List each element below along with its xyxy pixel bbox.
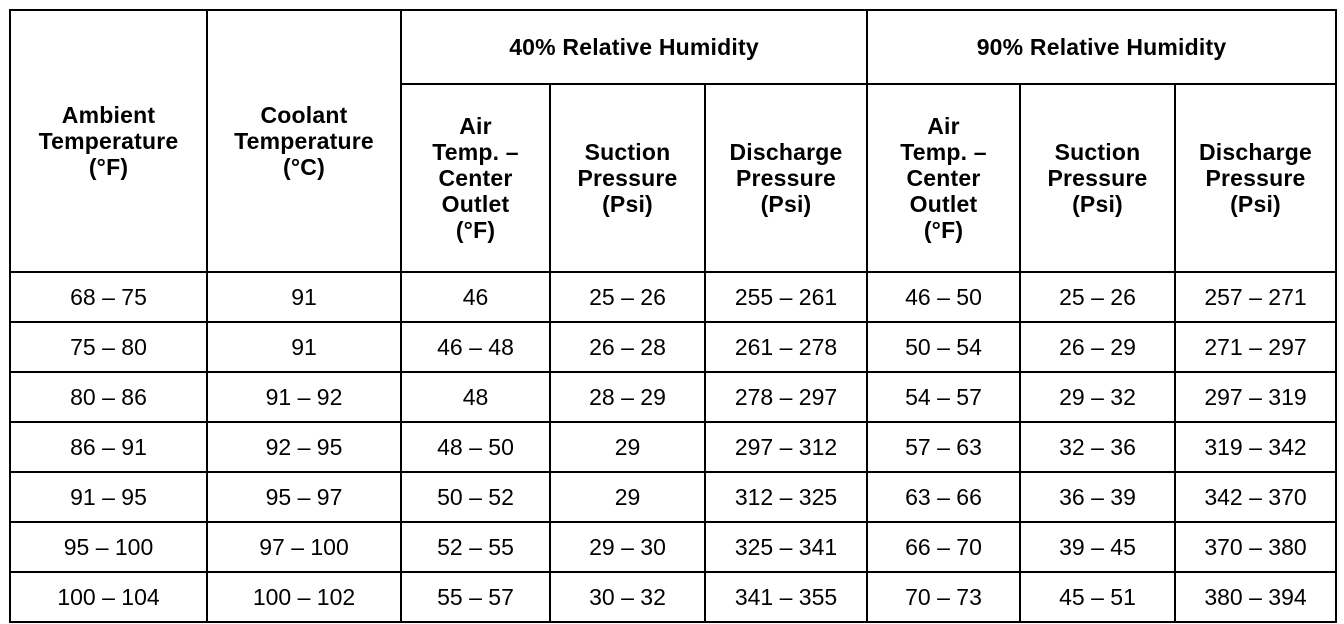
table-header <box>10 10 1336 272</box>
cell-discharge-90: 319 – 342 <box>1175 422 1336 472</box>
cell-coolant-temp: 91 – 92 <box>207 372 401 422</box>
cell-ambient-temp: 100 – 104 <box>10 572 207 622</box>
table-body <box>10 272 1336 622</box>
cell-suction-40: 30 – 32 <box>550 572 705 622</box>
table-row <box>10 422 1336 472</box>
cell-suction-90: 32 – 36 <box>1020 422 1175 472</box>
header-discharge-pressure-90: Discharge Pressure (Psi) <box>1175 84 1336 272</box>
header-coolant-temperature: Coolant Temperature (°C) <box>207 10 401 272</box>
cell-air-temp-90: 66 – 70 <box>867 522 1020 572</box>
cell-ambient-temp: 86 – 91 <box>10 422 207 472</box>
cell-suction-90: 25 – 26 <box>1020 272 1175 322</box>
cell-discharge-90: 370 – 380 <box>1175 522 1336 572</box>
performance-table <box>9 9 1337 623</box>
cell-suction-90: 26 – 29 <box>1020 322 1175 372</box>
cell-air-temp-40: 48 <box>401 372 550 422</box>
table-row <box>10 472 1336 522</box>
cell-ambient-temp: 80 – 86 <box>10 372 207 422</box>
cell-air-temp-40: 50 – 52 <box>401 472 550 522</box>
cell-air-temp-90: 54 – 57 <box>867 372 1020 422</box>
header-air-temp-90: Air Temp. – Center Outlet (°F) <box>867 84 1020 272</box>
cell-coolant-temp: 97 – 100 <box>207 522 401 572</box>
cell-suction-90: 39 – 45 <box>1020 522 1175 572</box>
table-row <box>10 272 1336 322</box>
cell-air-temp-40: 46 – 48 <box>401 322 550 372</box>
cell-ambient-temp: 95 – 100 <box>10 522 207 572</box>
cell-suction-90: 45 – 51 <box>1020 572 1175 622</box>
table-row <box>10 372 1336 422</box>
cell-ambient-temp: 68 – 75 <box>10 272 207 322</box>
cell-discharge-40: 255 – 261 <box>705 272 867 322</box>
cell-coolant-temp: 91 <box>207 322 401 372</box>
cell-discharge-40: 341 – 355 <box>705 572 867 622</box>
header-group-90-humidity: 90% Relative Humidity <box>867 10 1336 84</box>
cell-suction-40: 26 – 28 <box>550 322 705 372</box>
cell-ambient-temp: 91 – 95 <box>10 472 207 522</box>
cell-ambient-temp: 75 – 80 <box>10 322 207 372</box>
cell-discharge-40: 325 – 341 <box>705 522 867 572</box>
cell-discharge-40: 312 – 325 <box>705 472 867 522</box>
header-ambient-temperature: Ambient Temperature (°F) <box>10 10 207 272</box>
cell-coolant-temp: 100 – 102 <box>207 572 401 622</box>
table-row <box>10 522 1336 572</box>
table-row <box>10 572 1336 622</box>
cell-discharge-90: 380 – 394 <box>1175 572 1336 622</box>
header-discharge-pressure-40: Discharge Pressure (Psi) <box>705 84 867 272</box>
table-row <box>10 322 1336 372</box>
cell-suction-40: 29 <box>550 472 705 522</box>
cell-air-temp-90: 46 – 50 <box>867 272 1020 322</box>
cell-discharge-90: 257 – 271 <box>1175 272 1336 322</box>
cell-suction-90: 36 – 39 <box>1020 472 1175 522</box>
cell-air-temp-90: 57 – 63 <box>867 422 1020 472</box>
cell-suction-40: 25 – 26 <box>550 272 705 322</box>
header-suction-pressure-40: Suction Pressure (Psi) <box>550 84 705 272</box>
cell-coolant-temp: 95 – 97 <box>207 472 401 522</box>
cell-discharge-40: 261 – 278 <box>705 322 867 372</box>
cell-coolant-temp: 92 – 95 <box>207 422 401 472</box>
cell-discharge-90: 271 – 297 <box>1175 322 1336 372</box>
cell-suction-40: 29 – 30 <box>550 522 705 572</box>
cell-suction-90: 29 – 32 <box>1020 372 1175 422</box>
cell-discharge-40: 278 – 297 <box>705 372 867 422</box>
cell-air-temp-40: 48 – 50 <box>401 422 550 472</box>
cell-suction-40: 29 <box>550 422 705 472</box>
header-air-temp-40: Air Temp. – Center Outlet (°F) <box>401 84 550 272</box>
cell-air-temp-40: 55 – 57 <box>401 572 550 622</box>
cell-coolant-temp: 91 <box>207 272 401 322</box>
cell-air-temp-40: 52 – 55 <box>401 522 550 572</box>
cell-discharge-40: 297 – 312 <box>705 422 867 472</box>
cell-air-temp-90: 63 – 66 <box>867 472 1020 522</box>
cell-air-temp-90: 70 – 73 <box>867 572 1020 622</box>
cell-suction-40: 28 – 29 <box>550 372 705 422</box>
cell-discharge-90: 297 – 319 <box>1175 372 1336 422</box>
cell-discharge-90: 342 – 370 <box>1175 472 1336 522</box>
header-suction-pressure-90: Suction Pressure (Psi) <box>1020 84 1175 272</box>
cell-air-temp-40: 46 <box>401 272 550 322</box>
cell-air-temp-90: 50 – 54 <box>867 322 1020 372</box>
header-group-40-humidity: 40% Relative Humidity <box>401 10 867 84</box>
